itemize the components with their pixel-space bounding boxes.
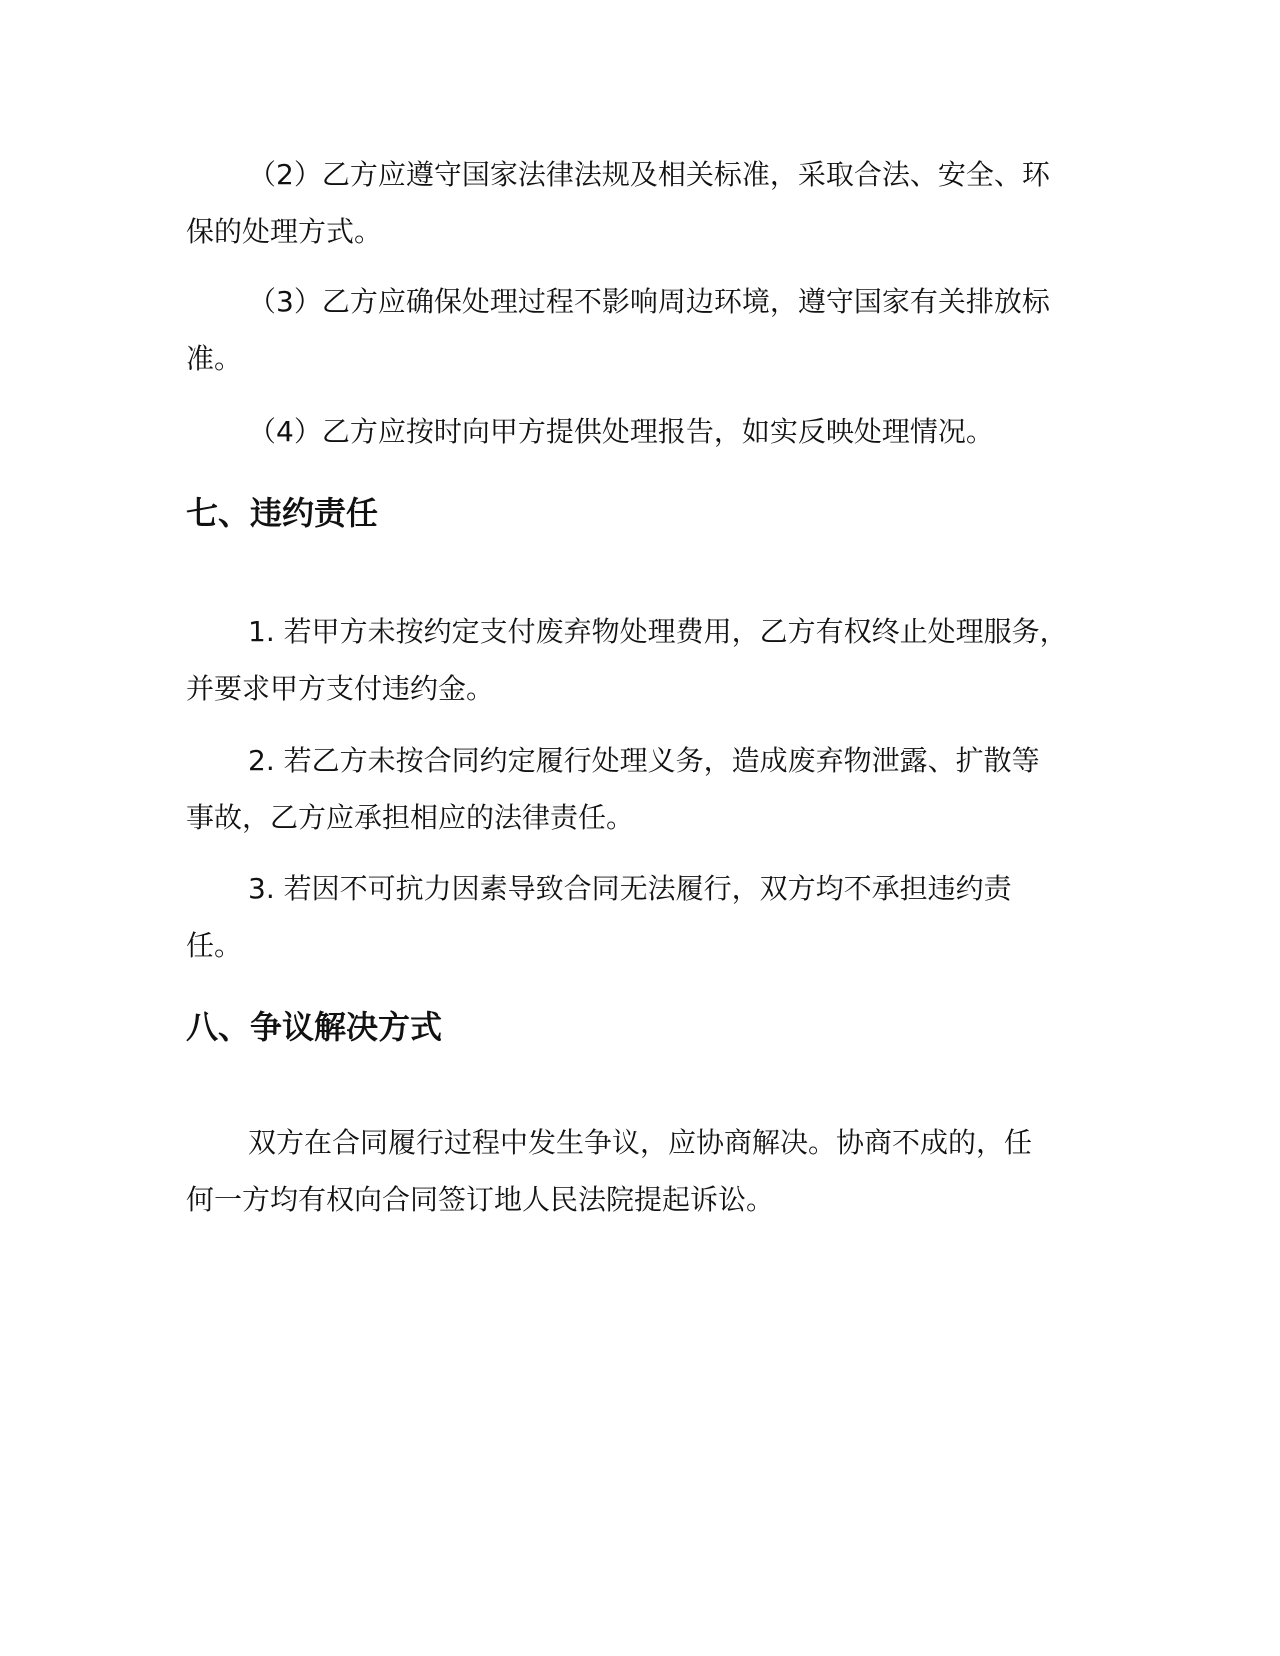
- breach-item-1: [186, 603, 1106, 717]
- paragraph-line: 事故，乙方应承担相应的法律责任。: [186, 801, 635, 834]
- paragraph-3: [186, 273, 1106, 387]
- section-heading-7: 七、违约责任: [186, 494, 379, 532]
- paragraph-4: [186, 403, 1106, 460]
- paragraph-line: 2. 若乙方未按合同约定履行处理义务，造成废弃物泄露、扩散等: [248, 744, 1040, 777]
- paragraph-line: 任。: [186, 929, 243, 962]
- paragraph-line: 准。: [186, 342, 243, 375]
- paragraph-line: （3）乙方应确保处理过程不影响周边环境，遵守国家有关排放标: [248, 285, 1050, 318]
- paragraph-line: （4）乙方应按时向甲方提供处理报告，如实反映处理情况。: [248, 415, 994, 448]
- breach-item-3: [186, 860, 1106, 974]
- paragraph-line: （2）乙方应遵守国家法律法规及相关标准，采取合法、安全、环: [248, 158, 1050, 191]
- dispute-resolution-paragraph: [186, 1114, 1106, 1228]
- paragraph-2: [186, 146, 1106, 260]
- section-heading-8: 八、争议解决方式: [186, 1008, 443, 1046]
- paragraph-line: 双方在合同履行过程中发生争议，应协商解决。协商不成的，任: [248, 1126, 1033, 1159]
- paragraph-line: 1. 若甲方未按约定支付废弃物处理费用，乙方有权终止处理服务，: [248, 615, 1068, 648]
- paragraph-line: 并要求甲方支付违约金。: [186, 672, 495, 705]
- paragraph-line: 保的处理方式。: [186, 215, 383, 248]
- paragraph-line: 何一方均有权向合同签订地人民法院提起诉讼。: [186, 1183, 775, 1216]
- breach-item-2: [186, 732, 1106, 846]
- paragraph-line: 3. 若因不可抗力因素导致合同无法履行，双方均不承担违约责: [248, 872, 1012, 905]
